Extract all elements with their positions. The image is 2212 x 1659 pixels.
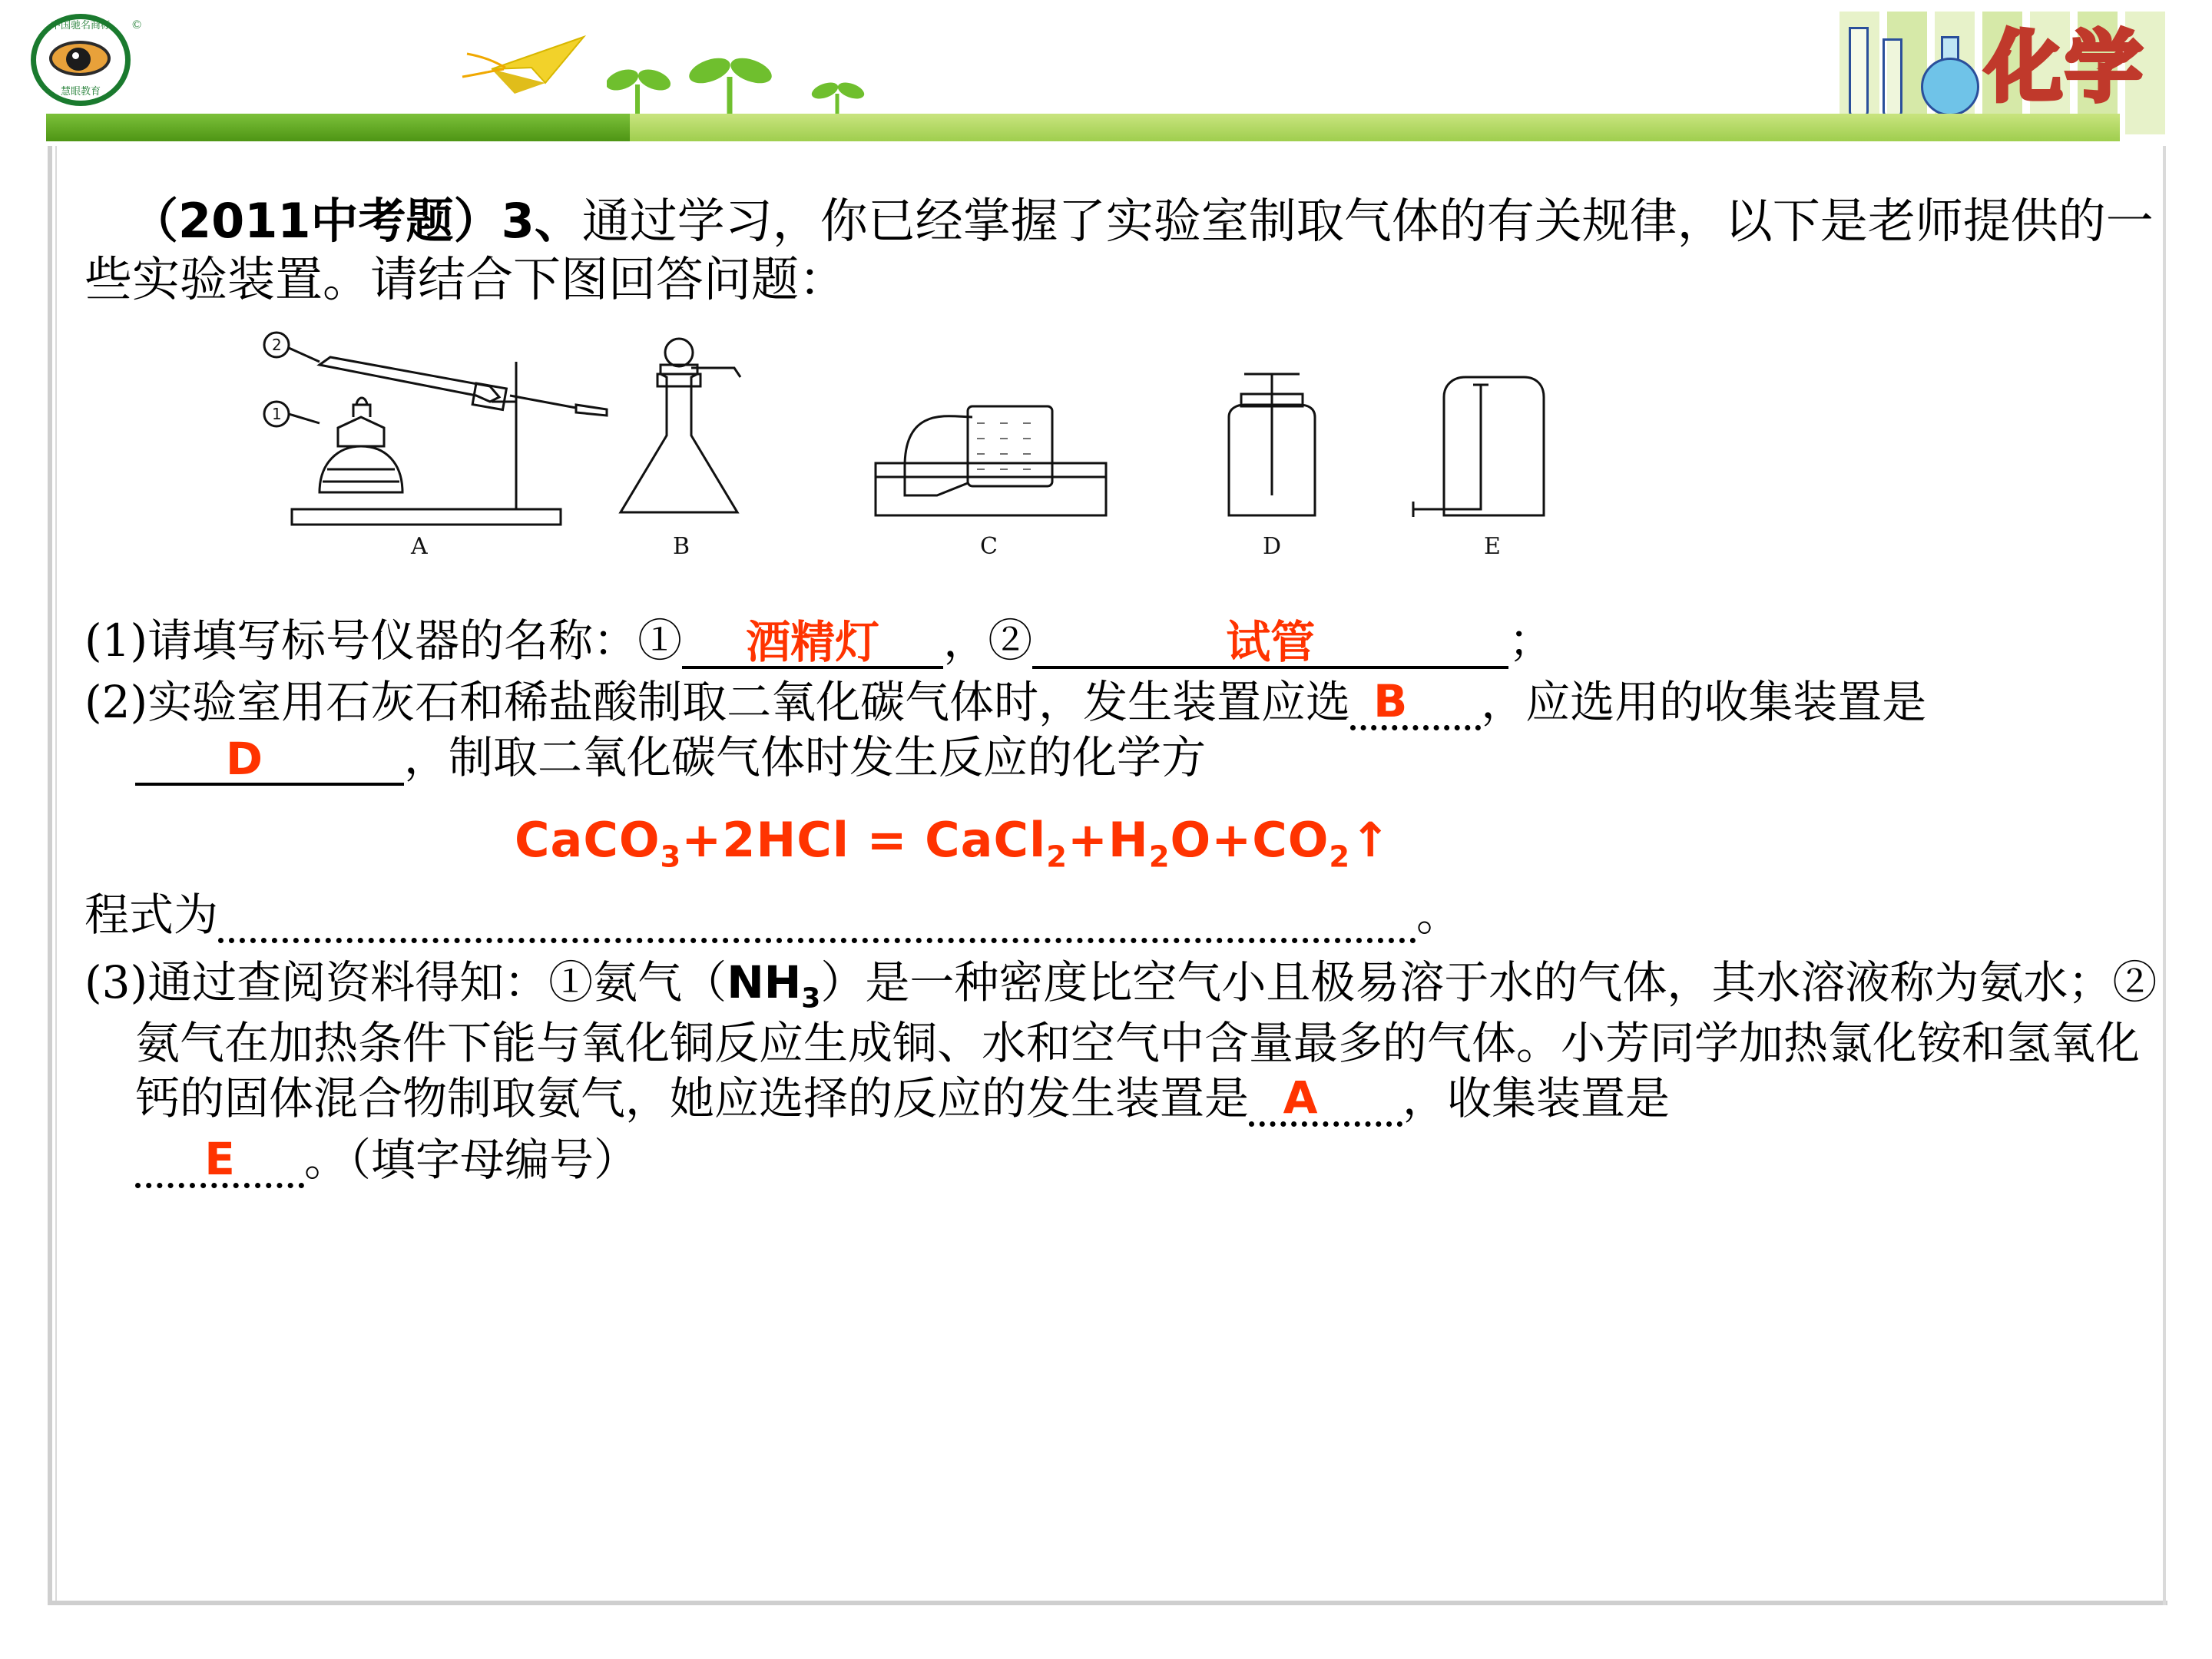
item2-segment-2: ，应选用的收集装置是 <box>1481 676 1927 729</box>
question-item-2 <box>84 675 2158 786</box>
page-border-left <box>48 146 52 1605</box>
question-number: 3、 <box>501 193 582 249</box>
item2-answer-device[interactable]: B <box>1350 679 1481 730</box>
question-item-3 <box>84 955 2158 1127</box>
item1-text-after: ； <box>1508 614 1554 667</box>
apparatus-diagram <box>246 331 1598 608</box>
item1-text-before: 请填写标号仪器的名称：① <box>147 614 683 667</box>
question-item-1 <box>84 614 2158 669</box>
svg-text:B: B <box>673 533 690 561</box>
item3-formula: NH <box>727 956 802 1009</box>
question-item-3-continued <box>84 1133 2158 1188</box>
svg-text:2: 2 <box>272 336 282 355</box>
item2-label: (2) <box>84 676 148 729</box>
chemical-equation: CaCO$_3$+2HCl = $CaCl_2+H_2O+CO_2↑$ <box>515 811 1392 875</box>
logo-trademark-mark: © <box>132 18 142 31</box>
test-tube-icon <box>1883 38 1902 119</box>
slide-content <box>84 192 2158 1188</box>
item2-segment-5: 。 <box>1416 889 1462 942</box>
item1-mid-text: ，② <box>943 614 1033 667</box>
paper-plane-icon <box>461 23 614 108</box>
slide-header <box>0 0 2212 146</box>
question-stem: 通过学习，你已经掌握了实验室制取气体的有关规律，以下是老师提供的一些实验装置。请结合下图回答问题： <box>84 193 2154 307</box>
header-green-bar-left <box>46 114 630 141</box>
item2-equation-blank[interactable] <box>218 936 1416 943</box>
svg-text:A: A <box>411 533 428 561</box>
logo-pupil <box>66 48 91 71</box>
item1-label: (1) <box>84 614 148 667</box>
svg-text:C: C <box>980 533 998 561</box>
flask-icon <box>1915 36 1985 119</box>
page-border-bottom <box>48 1601 2167 1605</box>
eye-logo-icon <box>22 6 144 114</box>
item1-answer-2[interactable]: 试管 <box>1032 620 1508 669</box>
logo-top-text: 中国驰名商标 <box>50 20 111 31</box>
page-border-right <box>2163 146 2166 1605</box>
svg-text:D: D <box>1263 533 1282 561</box>
item3-answer-collect[interactable]: E <box>135 1137 304 1188</box>
question-title <box>84 192 2158 308</box>
subject-label: 化学 <box>1985 22 2145 112</box>
item2-segment-1: 实验室用石灰石和稀盐酸制取二氧化碳气体时，发生装置应选 <box>147 676 1351 729</box>
page-border-left-inner <box>55 146 57 1605</box>
header-green-bar-right <box>630 114 2120 141</box>
svg-text:1: 1 <box>272 405 282 424</box>
item3-label: (3) <box>84 956 148 1009</box>
item2-segment-4: 程式为 <box>84 889 219 942</box>
item3-segment-1: 通过查阅资料得知：①氨气（ <box>147 956 727 1009</box>
logo-bottom-text: 慧眼教育 <box>60 86 101 98</box>
question-item-2-continued <box>84 888 2158 943</box>
item2-segment-3: ，制取二氧化碳气体时发生反应的化学方 <box>404 731 1207 784</box>
item2-answer-collect[interactable]: D <box>135 737 404 786</box>
sprout-icon <box>607 54 968 123</box>
question-source: （2011中考题） <box>131 193 502 249</box>
item1-answer-1[interactable]: 酒精灯 <box>682 620 943 669</box>
test-tube-icon <box>1849 27 1869 119</box>
item3-answer-device[interactable]: A <box>1249 1075 1402 1127</box>
item3-segment-3: ，收集装置是 <box>1402 1072 1671 1125</box>
svg-text:E: E <box>1484 533 1501 561</box>
item3-segment-4: 。（填字母编号） <box>304 1134 639 1187</box>
item3-formula-subscript: 3 <box>801 982 821 1015</box>
item3-segment-2: ）是一种密度比空气小且极易溶于水的气体，其水溶液称为氨水；②氨气在加热条件下能与氧化铜反应生成铜、水和空气中含量最多的气体。小芳同学加热氯化铵和氢氧化钙的固体混合物制取氨气，她应选择的反应的发生装置是 <box>135 956 2157 1125</box>
